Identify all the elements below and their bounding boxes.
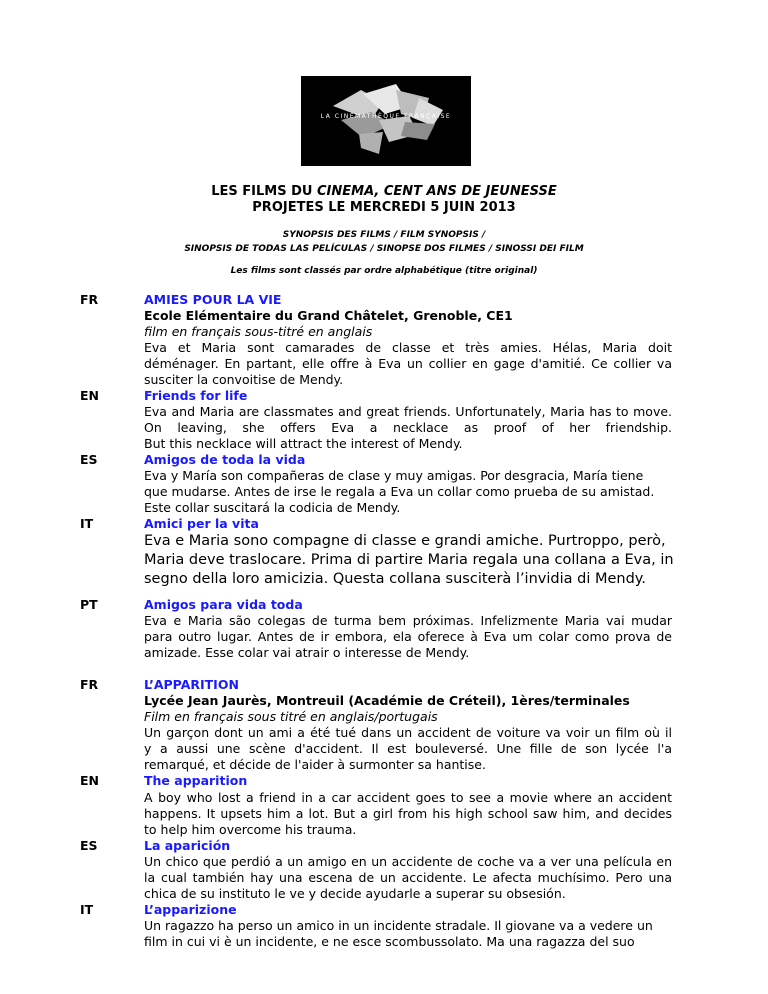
film1-es-line: Este collar suscitará la codicia de Mendy. (144, 500, 401, 515)
film1-en-line: But this necklace will attract the interest of Mendy. (144, 436, 463, 451)
film2-es-line: chica de su instituto le ve y decide ayudarle a superar su obsesión. (144, 886, 566, 901)
film1-it-line: Maria deve traslocare. Prima di partire Maria regala una collana a Eva, in (144, 552, 674, 568)
film2-en-line: to help him overcome his trauma. (144, 822, 357, 837)
film2-en-line: happens. It upsets him a lot. But a girl from his high school saw him, and decides (144, 806, 672, 821)
synopsis-heading-1: SYNOPSIS DES FILMS / FILM SYNOPSIS / (282, 230, 486, 240)
logo-graphic (301, 76, 471, 166)
sort-note: Les films sont classés par ordre alphabétique (titre original) (230, 266, 538, 276)
film1-en-line: Eva and Maria are classmates and great friends. Unfortunately, Maria has to move. (144, 404, 672, 419)
film2-fr-line: y a aussi une scène d'accident. Il est bouleversé. Une fille de son lycée l'a (144, 741, 672, 756)
film1-title-es: Amigos de toda la vida (144, 452, 306, 467)
film1-title-pt: Amigos para vida toda (144, 597, 303, 612)
film2-title-fr: L’APPARITION (144, 677, 239, 692)
film1-fr-line: Eva et Maria sont camarades de classe et très amies. Hélas, Maria doit (144, 340, 672, 355)
cinematheque-logo (301, 76, 471, 166)
film2-fr-line: remarqué, et décide de l'aider à surmonter sa hantise. (144, 757, 486, 772)
film2-school: Lycée Jean Jaurès, Montreuil (Académie de Créteil), 1ères/terminales (144, 693, 630, 708)
lang-label-it: IT (80, 902, 94, 917)
film1-title-it: Amici per la vita (144, 516, 259, 531)
film1-es-line: que mudarse. Antes de irse le regala a Eva un collar como prueba de su amistad. (144, 484, 655, 499)
synopsis-heading-2: SINOPSIS DE TODAS LAS PELÍCULAS / SINOPSE DOS FILMES / SINOSSI DEI FILM (184, 244, 584, 254)
film1-school: Ecole Elémentaire du Grand Châtelet, Grenoble, CE1 (144, 308, 513, 323)
lang-label-en: EN (80, 388, 100, 403)
lang-label-en: EN (80, 773, 100, 788)
lang-label-es: ES (80, 452, 98, 467)
page-subtitle: PROJETES LE MERCREDI 5 JUIN 2013 (252, 200, 516, 215)
page-title: LES FILMS DU CINEMA, CENT ANS DE JEUNESSE (211, 184, 557, 199)
film2-note: Film en français sous titré en anglais/portugais (144, 709, 438, 724)
film1-fr-line: déménager. En partant, elle offre à Eva un collier en gage d'amitié. Ce collier va (144, 356, 672, 371)
film2-fr-line: Un garçon dont un ami a été tué dans un accident de voiture va voir un film où il (144, 725, 672, 740)
lang-label-it: IT (80, 516, 94, 531)
film2-title-es: La aparición (144, 838, 231, 853)
film2-title-en: The apparition (144, 773, 248, 788)
lang-label-pt: PT (80, 597, 98, 612)
film2-it-line: Un ragazzo ha perso un amico in un incidente stradale. Il giovane va a vedere un (144, 918, 653, 933)
film1-title-fr: AMIES POUR LA VIE (144, 292, 282, 307)
film1-en-line: On leaving, she offers Eva a necklace as proof of her friendship. (144, 420, 672, 435)
film1-title-en: Friends for life (144, 388, 248, 403)
film1-note: film en français sous-titré en anglais (144, 324, 373, 339)
film1-pt-line: para outro lugar. Antes de ir embora, ela oferece à Eva um colar como prova de (144, 629, 672, 644)
film1-es-line: Eva y María son compañeras de clase y muy amigas. Por desgracia, María tiene (144, 468, 644, 483)
film1-pt-line: Eva e Maria são colegas de turma bem próximas. Infelizmente Maria vai mudar (144, 613, 672, 628)
film1-pt-line: amizade. Esse colar vai atrair o interesse de Mendy. (144, 645, 470, 660)
logo-text: LA CINÉMATHÈQUE FRANÇAISE (320, 113, 452, 120)
film1-it-line: segno della loro amicizia. Questa collana susciterà l’invidia di Mendy. (144, 571, 646, 587)
film2-es-line: la cual también hay una escena de un accidente. Le afecta muchísimo. Pero una (144, 870, 672, 885)
film2-es-line: Un chico que perdió a un amigo en un accidente de coche va a ver una película en (144, 854, 672, 869)
film2-en-line: A boy who lost a friend in a car accident goes to see a movie where an accident (144, 790, 672, 805)
film2-title-it: L’apparizione (144, 902, 237, 917)
lang-label-fr: FR (80, 292, 99, 307)
film2-it-line: film in cui vi è un incidente, e ne esce scombussolato. Ma una ragazza del suo (144, 934, 635, 949)
lang-label-fr: FR (80, 677, 99, 692)
film1-fr-line: susciter la convoitise de Mendy. (144, 372, 344, 387)
lang-label-es: ES (80, 838, 98, 853)
film1-it-line: Eva e Maria sono compagne di classe e grandi amiche. Purtroppo, però, (144, 533, 666, 549)
